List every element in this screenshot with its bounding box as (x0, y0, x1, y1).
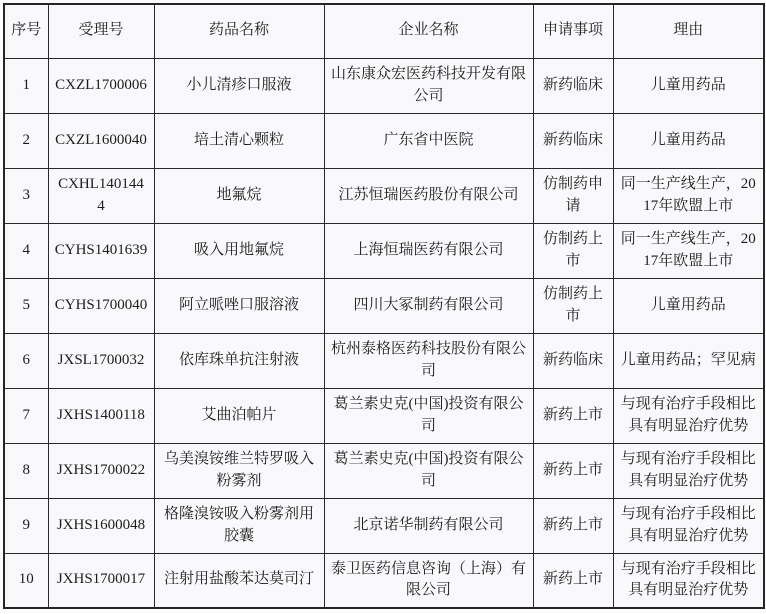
table-header-row (4, 4, 764, 58)
cell-drug: 艾曲泊帕片 (154, 388, 324, 443)
cell-reason: 同一生产线生产，2017年欧盟上市 (613, 168, 764, 223)
cell-drug: 小儿清疹口服液 (154, 58, 324, 113)
cell-app: 仿制药申请 (533, 168, 613, 223)
cell-index: 4 (4, 223, 48, 278)
table-row (4, 113, 764, 168)
cell-index: 7 (4, 388, 48, 443)
cell-app: 新药上市 (533, 498, 613, 553)
cell-app: 新药上市 (533, 443, 613, 498)
cell-app: 新药临床 (533, 333, 613, 388)
table-row (4, 388, 764, 443)
cell-company: 四川大冢制药有限公司 (324, 278, 533, 333)
table-row (4, 223, 764, 278)
cell-company: 江苏恒瑞医药股份有限公司 (324, 168, 533, 223)
cell-drug: 依库珠单抗注射液 (154, 333, 324, 388)
cell-reason: 儿童用药品 (613, 278, 764, 333)
cell-app: 仿制药上市 (533, 278, 613, 333)
table-row (4, 58, 764, 113)
cell-accno: JXHS1700022 (48, 443, 154, 498)
cell-reason: 儿童用药品 (613, 58, 764, 113)
cell-accno: JXSL1700032 (48, 333, 154, 388)
cell-app: 新药临床 (533, 113, 613, 168)
cell-accno: CYHS1401639 (48, 223, 154, 278)
column-header-index: 序号 (4, 4, 48, 58)
cell-index: 3 (4, 168, 48, 223)
cell-reason: 与现有治疗手段相比具有明显治疗优势 (613, 443, 764, 498)
table-row (4, 443, 764, 498)
cell-accno: JXHS1600048 (48, 498, 154, 553)
cell-reason: 儿童用药品 (613, 113, 764, 168)
drug-approval-table (3, 3, 765, 609)
column-header-app: 申请事项 (533, 4, 613, 58)
cell-company: 上海恒瑞医药有限公司 (324, 223, 533, 278)
cell-index: 5 (4, 278, 48, 333)
table-row (4, 333, 764, 388)
column-header-reason: 理由 (613, 4, 764, 58)
cell-drug: 乌美溴铵维兰特罗吸入粉雾剂 (154, 443, 324, 498)
cell-drug: 地氟烷 (154, 168, 324, 223)
cell-accno: CXZL1700006 (48, 58, 154, 113)
cell-company: 葛兰素史克(中国)投资有限公司 (324, 388, 533, 443)
cell-company: 泰卫医药信息咨询（上海）有限公司 (324, 553, 533, 608)
cell-index: 10 (4, 553, 48, 608)
cell-app: 新药上市 (533, 388, 613, 443)
cell-index: 1 (4, 58, 48, 113)
column-header-company: 企业名称 (324, 4, 533, 58)
cell-drug: 阿立哌唑口服溶液 (154, 278, 324, 333)
cell-app: 新药上市 (533, 553, 613, 608)
cell-index: 9 (4, 498, 48, 553)
cell-accno: CYHS1700040 (48, 278, 154, 333)
cell-index: 8 (4, 443, 48, 498)
cell-company: 山东康众宏医药科技开发有限公司 (324, 58, 533, 113)
cell-company: 杭州泰格医药科技股份有限公司 (324, 333, 533, 388)
cell-drug: 注射用盐酸苯达莫司汀 (154, 553, 324, 608)
cell-reason: 与现有治疗手段相比具有明显治疗优势 (613, 498, 764, 553)
table-body (4, 58, 764, 608)
cell-company: 葛兰素史克(中国)投资有限公司 (324, 443, 533, 498)
cell-accno: CXHL1401444 (48, 168, 154, 223)
cell-reason: 同一生产线生产，2017年欧盟上市 (613, 223, 764, 278)
cell-accno: JXHS1400118 (48, 388, 154, 443)
table-row (4, 168, 764, 223)
cell-accno: CXZL1600040 (48, 113, 154, 168)
cell-reason: 与现有治疗手段相比具有明显治疗优势 (613, 553, 764, 608)
table-row (4, 278, 764, 333)
cell-drug: 吸入用地氟烷 (154, 223, 324, 278)
column-header-accno: 受理号 (48, 4, 154, 58)
cell-reason: 与现有治疗手段相比具有明显治疗优势 (613, 388, 764, 443)
cell-index: 2 (4, 113, 48, 168)
cell-app: 仿制药上市 (533, 223, 613, 278)
cell-accno: JXHS1700017 (48, 553, 154, 608)
cell-drug: 格隆溴铵吸入粉雾剂用胶囊 (154, 498, 324, 553)
table-row (4, 553, 764, 608)
cell-company: 北京诺华制药有限公司 (324, 498, 533, 553)
cell-company: 广东省中医院 (324, 113, 533, 168)
cell-app: 新药临床 (533, 58, 613, 113)
table-row (4, 498, 764, 553)
column-header-drug: 药品名称 (154, 4, 324, 58)
cell-index: 6 (4, 333, 48, 388)
cell-drug: 培土清心颗粒 (154, 113, 324, 168)
cell-reason: 儿童用药品；罕见病 (613, 333, 764, 388)
